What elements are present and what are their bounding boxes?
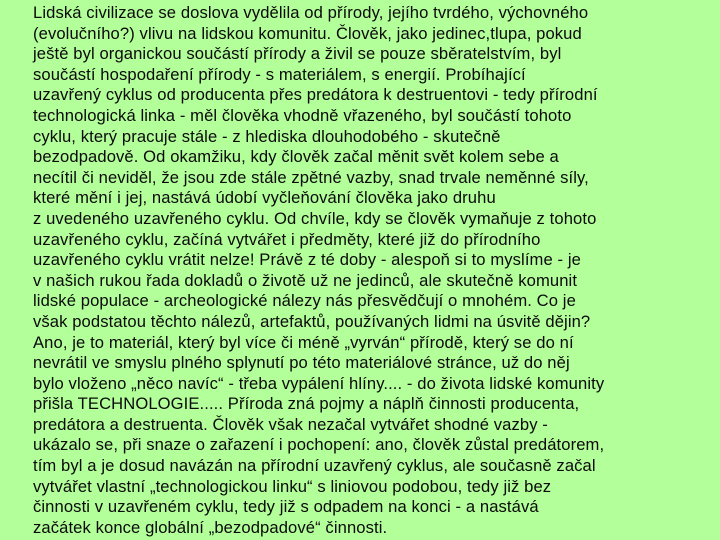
text-line: cyklu, který pracuje stále - z hlediska dlouhodobého - skutečně <box>33 126 501 146</box>
text-line: v našich rukou řada dokladů o životě už ne jedinců, ale skutečně komunit <box>33 270 578 290</box>
text-line: Ano, je to materiál, který byl více či méně „vyrván“ přírodě, který se do ní <box>33 332 574 352</box>
text-line: tím byl a je dosud navázán na přírodní uzavřený cyklus, ale současně začal <box>33 456 596 476</box>
text-line: uzavřený cyklus od producenta přes predátora k destruentovi - tedy přírodní <box>33 85 598 105</box>
text-line: ukázalo se, při snaze o zařazení i pochopení: ano, člověk zůstal predátorem, <box>33 435 605 455</box>
text-line: uzavřeného cyklu, začíná vytvářet i předměty, které již do přírodního <box>33 229 541 249</box>
text-line: bylo vloženo „něco navíc“ - třeba vypálení hlíny.... - do života lidské komunity <box>33 373 605 393</box>
text-line: činnosti v uzavřeném cyklu, tedy již s odpadem na konci - a nastává <box>33 497 539 517</box>
text-line: bezodpadově. Od okamžiku, kdy člověk začal měnit svět kolem sebe a <box>33 147 559 167</box>
body-text <box>33 3 718 538</box>
text-line: ještě byl organickou součástí přírody a živil se pouze sběratelstvím, byl <box>33 44 562 64</box>
text-line: lidské populace - archeologické nálezy nás přesvědčují o mnohém. Co je <box>33 291 576 311</box>
text-line: necítil či neviděl, že jsou zde stále zpětné vazby, snad trvale neměnné síly, <box>33 167 589 187</box>
text-line: uzavřeného cyklu vrátit nelze! Právě z té doby - alespoň si to myslíme - je <box>33 250 581 270</box>
text-line: přišla TECHNOLOGIE..... Příroda zná pojmy a náplň činnosti producenta, <box>33 394 580 414</box>
text-line: které mění i jej, nastává údobí vyčleňování člověka jako druhu <box>33 188 496 208</box>
text-line: vytvářet vlastní „technologickou linku“ s liniovou podobou, tedy již bez <box>33 476 552 496</box>
text-line: součástí hospodaření přírody - s materiálem, s energií. Probíhající <box>33 64 526 84</box>
text-line: nevrátil ve smyslu plného splynutí po této materiálové stránce, už do něj <box>33 353 570 373</box>
text-line: z uvedeného uzavřeného cyklu. Od chvíle, kdy se člověk vymaňuje z tohoto <box>33 208 597 228</box>
text-line: predátora a destruenta. Člověk však nezačal vytvářet shodné vazby - <box>33 414 548 434</box>
text-line: začátek konce globální „bezodpadové“ činnosti. <box>33 517 388 537</box>
text-line: Lidská civilizace se doslova vydělila od přírody, jejího tvrdého, výchovného <box>33 3 589 22</box>
text-line: však podstatou těchto nálezů, artefaktů, používaných lidmi na úsvitě dějin? <box>33 311 591 331</box>
text-line: technologická linka - měl člověka vhodně vřazeného, byl součástí tohoto <box>33 105 572 125</box>
text-line: (evolučního?) vlivu na lidskou komunitu. Člověk, jako jedinec,tlupa, pokud <box>33 23 582 43</box>
